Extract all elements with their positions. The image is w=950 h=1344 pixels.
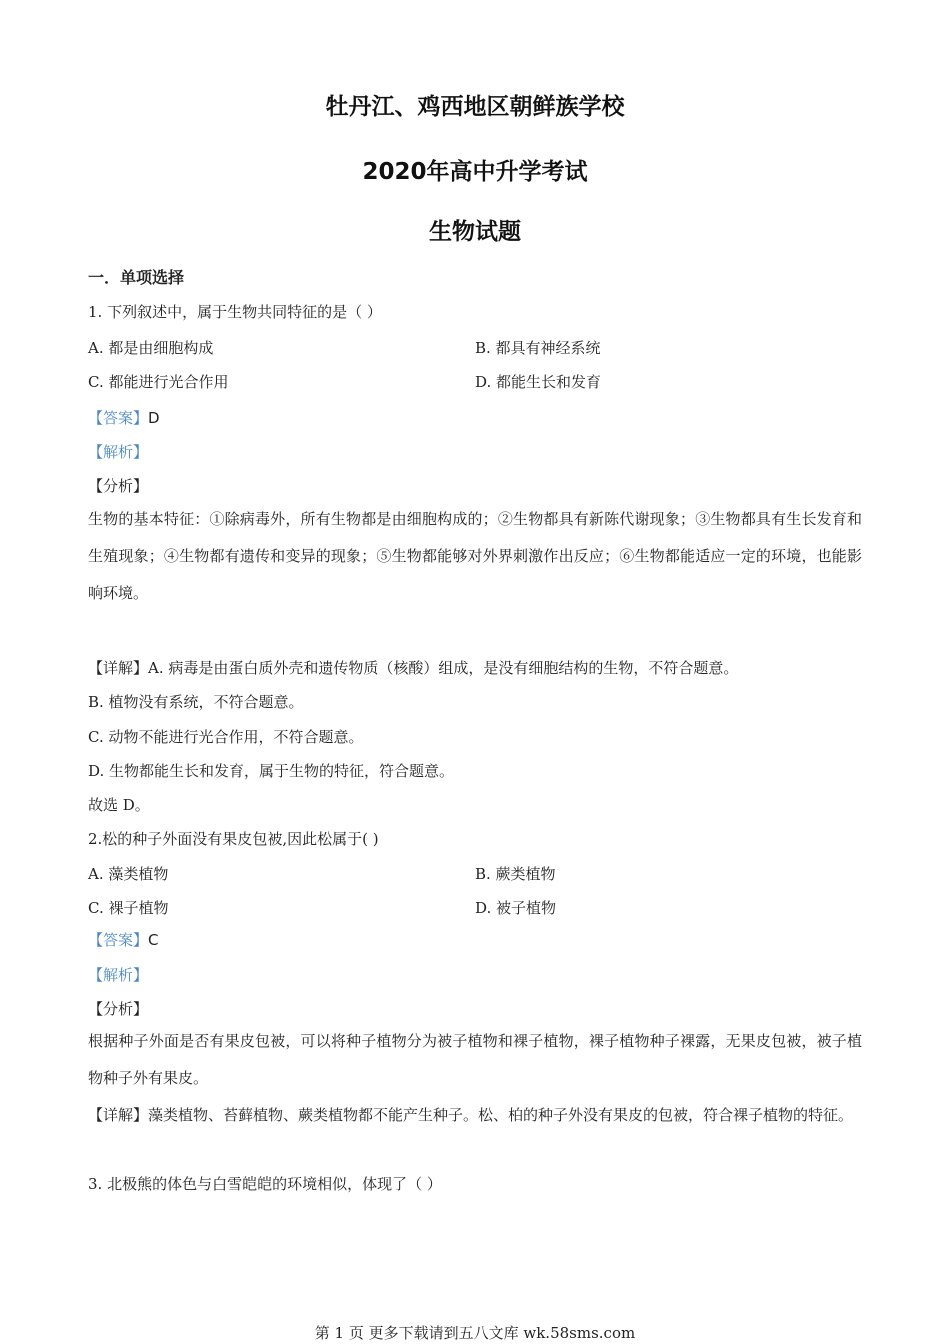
q2-jiexi-tag: 【解析】 (88, 966, 149, 984)
q2-analysis: 根据种子外面是否有果皮包被，可以将种子植物分为被子植物和裸子植物，裸子植物种子裸露，无果皮包被，被子植物种子外有果皮。 (88, 1032, 862, 1087)
q2-option-d: D. 被子植物 (475, 899, 557, 917)
q1-option-b: B. 都具有神经系统 (475, 339, 601, 357)
q2-option-b: B. 蕨类植物 (475, 865, 556, 883)
q2-fenxi-tag: 【分析】 (88, 1000, 149, 1018)
q1-answer-tag: 【答案】 (88, 409, 149, 427)
q1-answer-value: D (148, 409, 160, 427)
q1-answer-line (88, 408, 160, 428)
section-heading: 一．单项选择 (88, 268, 185, 287)
q2-answer-tag: 【答案】 (88, 931, 149, 949)
q2-detail (88, 1097, 862, 1134)
q2-detail-tag: 【详解】 (88, 1106, 149, 1124)
q1-detail-d: D. 生物都能生长和发育，属于生物的特征，符合题意。 (88, 762, 455, 780)
q3-stem: 3. 北极熊的体色与白雪皑皑的环境相似，体现了（ ） (88, 1175, 442, 1193)
q2-option-a: A. 藻类植物 (88, 865, 169, 883)
q1-stem: 1. 下列叙述中，属于生物共同特征的是（ ） (88, 303, 382, 321)
q1-detail-c: C. 动物不能进行光合作用，不符合题意。 (88, 728, 364, 746)
q2-stem: 2.松的种子外面没有果皮包被,因此松属于( ) (88, 830, 379, 848)
q1-detail-a-line (88, 658, 738, 678)
q2-answer-value: C (148, 931, 159, 949)
q1-detail-b: B. 植物没有系统，不符合题意。 (88, 693, 304, 711)
q1-option-c: C. 都能进行光合作用 (88, 373, 229, 391)
title-school: 牡丹江、鸡西地区朝鲜族学校 (325, 94, 625, 120)
q1-fenxi-tag: 【分析】 (88, 477, 149, 495)
q2-answer-line (88, 930, 159, 950)
page-footer: 第 1 页 更多下载请到五八文库 wk.58sms.com (314, 1324, 636, 1342)
q1-jiexi-tag: 【解析】 (88, 443, 149, 461)
q1-detail-a: A. 病毒是由蛋白质外壳和遗传物质（核酸）组成，是没有细胞结构的生物，不符合题意。 (148, 659, 739, 677)
q2-option-c: C. 裸子植物 (88, 899, 169, 917)
q2-detail-text: 藻类植物、苔藓植物、蕨类植物都不能产生种子。松、柏的种子外没有果皮的包被，符合裸子植物的特征。 (148, 1106, 854, 1124)
q1-option-d: D. 都能生长和发育 (475, 373, 602, 391)
q1-conclusion: 故选 D。 (88, 796, 150, 814)
q1-detail-tag: 【详解】 (88, 659, 149, 677)
title-exam: 2020年高中升学考试 (362, 159, 588, 185)
q1-option-a: A. 都是由细胞构成 (88, 339, 214, 357)
q1-analysis: 生物的基本特征：①除病毒外，所有生物都是由细胞构成的；②生物都具有新陈代谢现象；③生物都具有生长发育和生殖现象；④生物都有遗传和变异的现象；⑤生物都能够对外界刺激作出反应；⑥生物都能适应一定的环境，也能影响环境。 (88, 510, 862, 602)
title-subject: 生物试题 (429, 219, 521, 245)
